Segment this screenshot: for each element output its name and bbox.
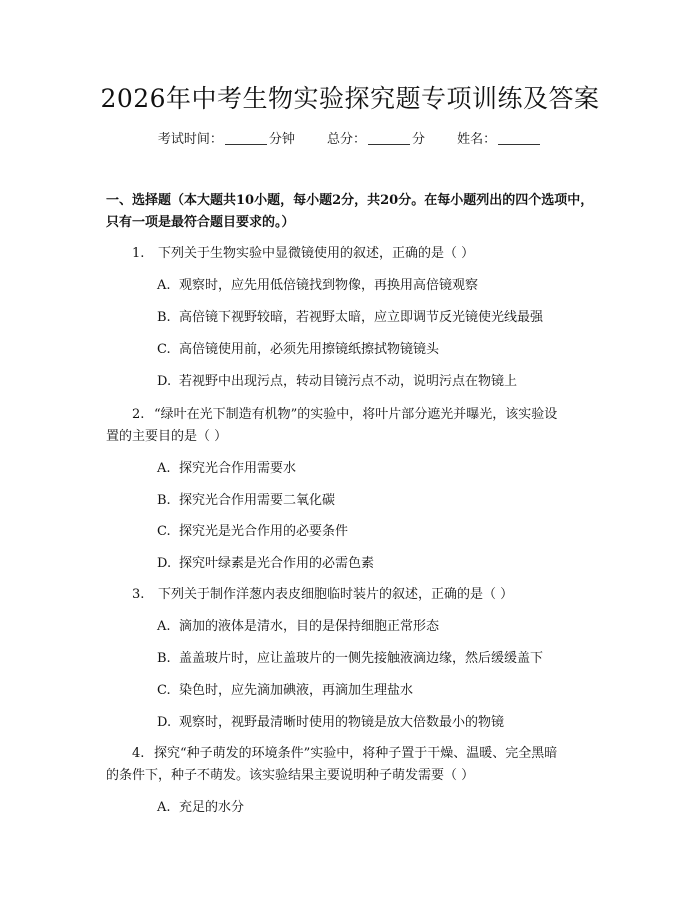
option-text: 探究光是光合作用的必要条件 (179, 524, 349, 539)
total-score-unit: 分 (412, 132, 426, 147)
option-text: 探究光合作用需要水 (179, 461, 297, 476)
option-letter: C. (157, 342, 171, 357)
question-1-option-a (157, 276, 607, 296)
option-text: 染色时，应先滴加碘液，再滴加生理盐水 (179, 683, 414, 698)
name-field (457, 130, 542, 150)
option-text: 盖盖玻片时，应让盖玻片的一侧先接触液滴边缘，然后缓缓盖下 (179, 651, 544, 666)
exam-time-label: 考试时间： (157, 132, 223, 147)
option-letter: C. (157, 683, 171, 698)
option-letter: D. (157, 374, 172, 389)
option-letter: A. (157, 800, 171, 815)
option-letter: B. (157, 493, 171, 508)
total-score-label: 总分： (326, 132, 366, 147)
question-2 (106, 404, 606, 448)
question-4-option-a (157, 798, 607, 818)
question-number: 1. (132, 246, 145, 261)
question-1 (106, 243, 606, 265)
name-blank (498, 130, 540, 145)
option-letter: D. (157, 556, 172, 571)
option-text: 充足的水分 (179, 800, 245, 815)
question-3-option-d (157, 713, 607, 733)
exam-meta (0, 130, 700, 150)
section-heading: 一、选择题（本大题共10小题，每小题2分，共20分。在每小题列出的四个选项中，只有一项是最符合题目要求的。） (106, 193, 594, 230)
question-2-option-c (157, 522, 607, 542)
name-label: 姓名： (457, 132, 497, 147)
exam-time-field (158, 130, 295, 150)
option-text: 观察时，视野最清晰时使用的物镜是放大倍数最小的物镜 (179, 715, 505, 730)
total-score-blank (368, 130, 410, 145)
option-text: 探究光合作用需要二氧化碳 (179, 493, 336, 508)
question-2-option-d (157, 554, 607, 574)
question-number: 2. (132, 407, 145, 422)
question-text-line-1: 探究“种子萌发的环境条件”实验中，将种子置于干燥、温暖、完全黑暗 (154, 746, 558, 761)
option-text: 观察时，应先用低倍镜找到物像，再换用高倍镜观察 (179, 278, 479, 293)
option-text: 滴加的液体是清水，目的是保持细胞正常形态 (179, 619, 440, 634)
question-1-option-d (157, 372, 607, 392)
option-letter: C. (157, 524, 171, 539)
option-letter: A. (157, 619, 171, 634)
question-text: 下列关于生物实验中显微镜使用的叙述，正确的是（ ） (158, 246, 475, 261)
question-text-line-2: 的条件下，种子不萌发。该实验结果主要说明种子萌发需要（ ） (106, 768, 475, 783)
exam-time-unit: 分钟 (268, 132, 295, 147)
question-3-option-a (157, 617, 607, 637)
question-text: 下列关于制作洋葱内表皮细胞临时装片的叙述，正确的是（ ） (158, 587, 514, 602)
question-3-option-c (157, 681, 607, 701)
question-1-option-c (157, 340, 607, 360)
question-1-option-b (157, 308, 607, 328)
question-number: 3. (132, 587, 145, 602)
option-text: 若视野中出现污点，转动目镜污点不动，说明污点在物镜上 (179, 374, 518, 389)
option-letter: B. (157, 651, 171, 666)
option-letter: B. (157, 310, 171, 325)
exam-time-blank (225, 130, 267, 145)
total-score-field (327, 130, 425, 150)
option-text: 高倍镜使用前，必须先用擦镜纸擦拭物镜镜头 (179, 342, 440, 357)
option-text: 探究叶绿素是光合作用的必需色素 (179, 556, 375, 571)
question-text-line-2: 置的主要目的是（ ） (106, 429, 228, 444)
question-3-option-b (157, 649, 607, 669)
question-2-option-b (157, 491, 607, 511)
option-text: 高倍镜下视野较暗，若视野太暗，应立即调节反光镜使光线最强 (179, 310, 544, 325)
option-letter: D. (157, 715, 172, 730)
option-letter: A. (157, 278, 171, 293)
question-4 (106, 743, 606, 787)
question-2-option-a (157, 459, 607, 479)
question-number: 4. (132, 746, 145, 761)
page-title: 2026年中考生物实验探究题专项训练及答案 (100, 84, 600, 113)
option-letter: A. (157, 461, 171, 476)
question-text-line-1: “绿叶在光下制造有机物”的实验中，将叶片部分遮光并曝光，该实验设 (154, 407, 558, 422)
question-3 (106, 584, 606, 606)
